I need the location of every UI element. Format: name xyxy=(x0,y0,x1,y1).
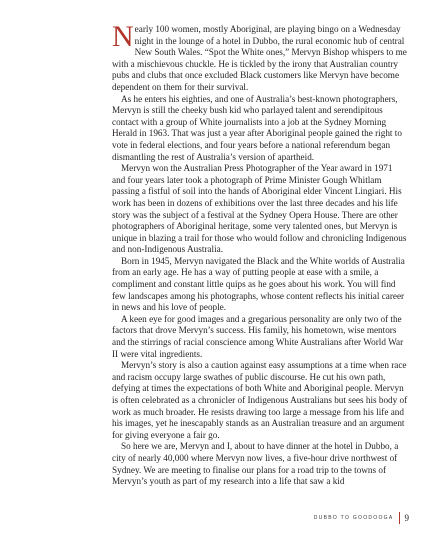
page-footer xyxy=(314,512,409,524)
paragraph-2: As he enters his eighties, and one of Australia’s best-known photographers, Mervyn is still the cheeky bush kid who parlayed talent and serendipitous contact with a group of White journalists into a job at the Sydney Morning Herald in 1963. That was just a year after Aboriginal people gained the right to vote in federal elections, and four years before a national referendum began dismantling the rest of Australia’s version of apartheid. xyxy=(112,93,402,162)
paragraph-1-text: early 100 women, mostly Aboriginal, are playing bingo on a Wednesday night in the lounge of a hotel in Dubbo, the rural economic hub of central New South Wales. “Spot the White ones,” Mervyn Bishop whispers to me with a mischievous chuckle. He is tickled by the irony that Australian country pubs and clubs that once excluded Black customers like Mervyn have become dependent on them for their survival. xyxy=(112,24,407,92)
paragraph-5: A keen eye for good images and a gregarious personality are only two of the factors that drove Mervyn’s success. His family, his hometown, wise mentors and the stirrings of racial conscience among White Australians after World War II were vital ingredients. xyxy=(112,313,404,359)
footer-divider xyxy=(399,512,400,524)
article-body xyxy=(112,20,408,488)
page-number: 9 xyxy=(404,513,409,523)
paragraph-3: Mervyn won the Australian Press Photographer of the Year award in 1971 and four years later took a photograph of Prime Minister Gough Whitlam passing a fistful of soil into the hands of Aboriginal elder Vincent Lingiari. His work has been in dozens of exhibitions over the last three decades and his life story was the subject of a festival at the Sydney Opera House. There are other photographers of Aboriginal heritage, some very talented ones, but Mervyn is unique in blazing a trail for those who would follow and chronicling Indigenous and non-Indigenous Australia. xyxy=(112,163,407,255)
paragraph-4: Born in 1945, Mervyn navigated the Black and the White worlds of Australia from an early age. He has a way of putting people at ease with a smile, a compliment and constant little quips as he goes about his work. You will find few landscapes among his photographs, whose content reflects his initial career in news and his love of people. xyxy=(112,255,405,313)
running-head: DUBBO TO GOODOOGA xyxy=(313,515,394,521)
paragraph-1 xyxy=(112,20,408,94)
drop-cap: N xyxy=(112,20,134,53)
paragraph-6: Mervyn’s story is also a caution against easy assumptions at a time when race and racism occupy large swathes of public discourse. He cut his own path, defying at times the expectations of both White and Aboriginal people. Mervyn is often celebrated as a chronicler of Indigenous Australians but sees his body of work as much broader. He resists drawing too large a message from his life and his images, yet he inescapably stands as an Australian treasure and an argument for giving everyone a fair go. xyxy=(112,360,408,440)
paragraph-7: So here we are, Mervyn and I, about to have dinner at the hotel in Dubbo, a city of nearly 40,000 where Mervyn now lives, a five-hour drive northwest of Sydney. We are meeting to finalise our plans for a road trip to the towns of Mervyn’s youth as part of my research into a life that saw a kid xyxy=(112,441,399,487)
